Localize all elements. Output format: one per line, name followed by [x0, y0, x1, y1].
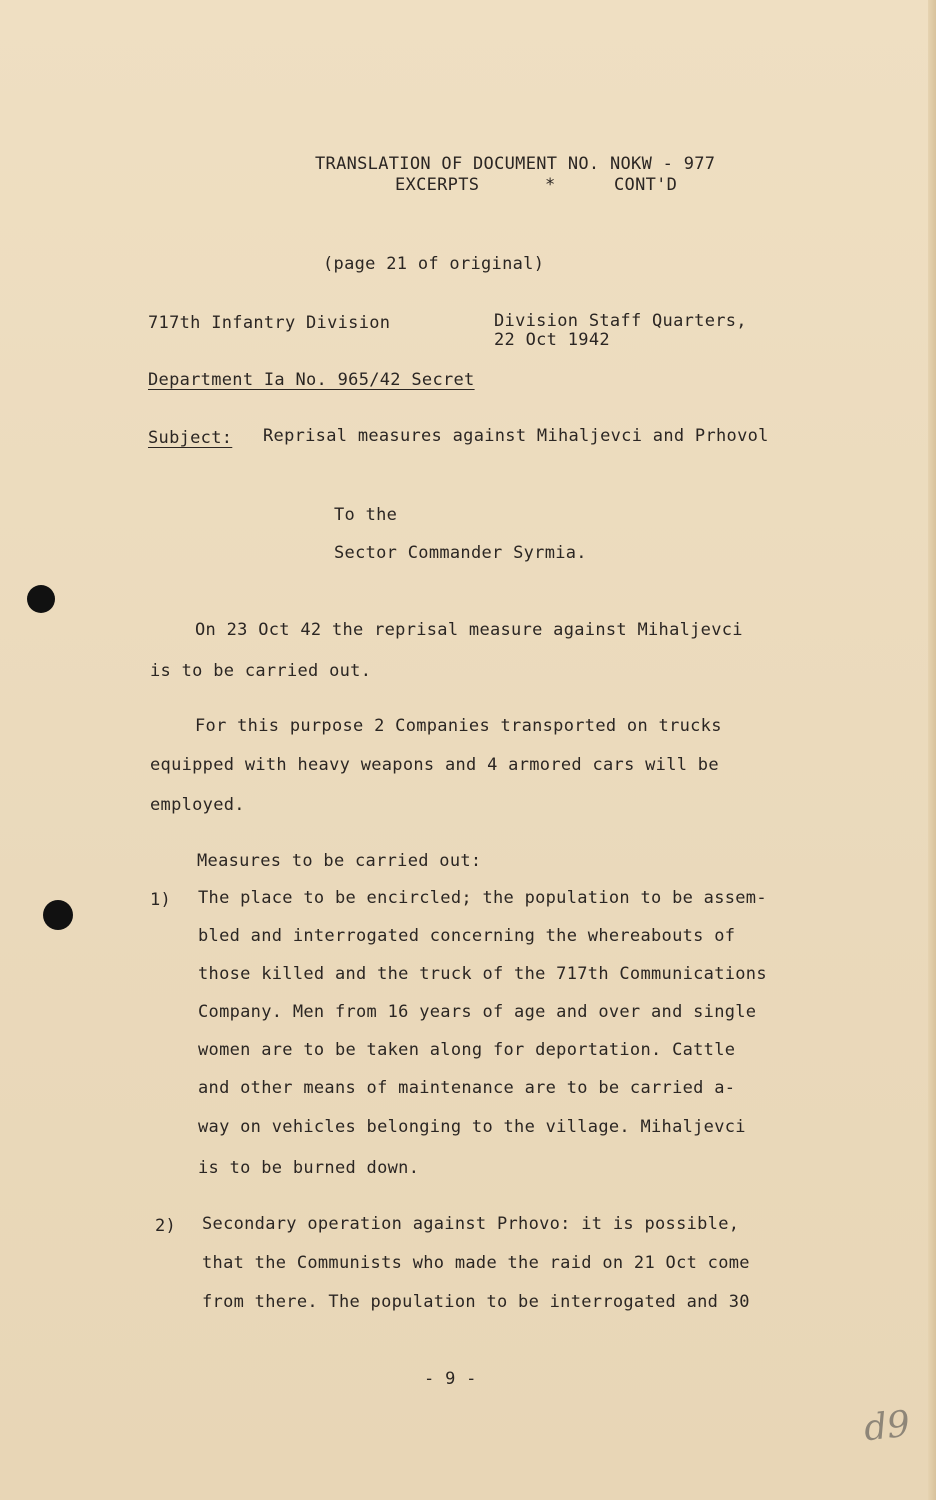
paragraph-2-line-3: employed. — [150, 795, 245, 815]
excerpts-label: EXCERPTS — [395, 175, 480, 195]
item-1-line: bled and interrogated concerning the whereabouts of — [198, 926, 736, 946]
sender-unit: 717th Infantry Division — [148, 313, 391, 333]
item-1-line: is to be burned down. — [198, 1158, 420, 1178]
item-1-line: women are to be taken along for deportation. Cattle — [198, 1040, 736, 1060]
item-1-line: way on vehicles belonging to the village. Mihaljevci — [198, 1117, 746, 1137]
item-2-line: Secondary operation against Prhovo: it is possible, — [202, 1214, 740, 1234]
page-number: - 9 - — [424, 1369, 477, 1389]
sender-location: Division Staff Quarters, — [494, 311, 747, 331]
paragraph-1-line-1: On 23 Oct 42 the reprisal measure against Mihaljevci — [195, 620, 743, 640]
recipient-line1: To the — [334, 505, 398, 525]
paragraph-2-line-1: For this purpose 2 Companies transported on trucks — [195, 716, 722, 736]
page-reference: (page 21 of original) — [323, 254, 545, 274]
subject-label: Subject: — [148, 428, 233, 448]
item-1-line: those killed and the truck of the 717th Communications — [198, 964, 767, 984]
sender-date: 22 Oct 1942 — [494, 330, 610, 350]
item-1-line: Company. Men from 16 years of age and over and single — [198, 1002, 757, 1022]
item-2-number: 2) — [155, 1216, 177, 1236]
punch-hole-icon — [43, 900, 73, 930]
recipient-line2: Sector Commander Syrmia. — [334, 543, 587, 563]
document-title: TRANSLATION OF DOCUMENT NO. NOKW - 977 — [315, 154, 716, 174]
asterisk-mark: * — [545, 175, 556, 195]
measures-intro: Measures to be carried out: — [197, 851, 482, 871]
item-1-line: The place to be encircled; the population to be assem- — [198, 888, 767, 908]
page-edge — [928, 0, 936, 1500]
punch-hole-icon — [27, 585, 55, 613]
paragraph-1-line-2: is to be carried out. — [150, 661, 372, 681]
item-2-line: that the Communists who made the raid on 21 Oct come — [202, 1253, 750, 1273]
contd-label: CONT'D — [614, 175, 678, 195]
item-2-line: from there. The population to be interrogated and 30 — [202, 1292, 750, 1312]
subject-text: Reprisal measures against Mihaljevci and Prhovol — [263, 426, 769, 446]
paragraph-2-line-2: equipped with heavy weapons and 4 armored cars will be — [150, 755, 719, 775]
handwritten-mark: d9 — [861, 1403, 912, 1450]
department-reference: Department Ia No. 965/42 Secret — [148, 370, 475, 390]
item-1-line: and other means of maintenance are to be carried a- — [198, 1078, 736, 1098]
item-1-number: 1) — [150, 890, 172, 910]
